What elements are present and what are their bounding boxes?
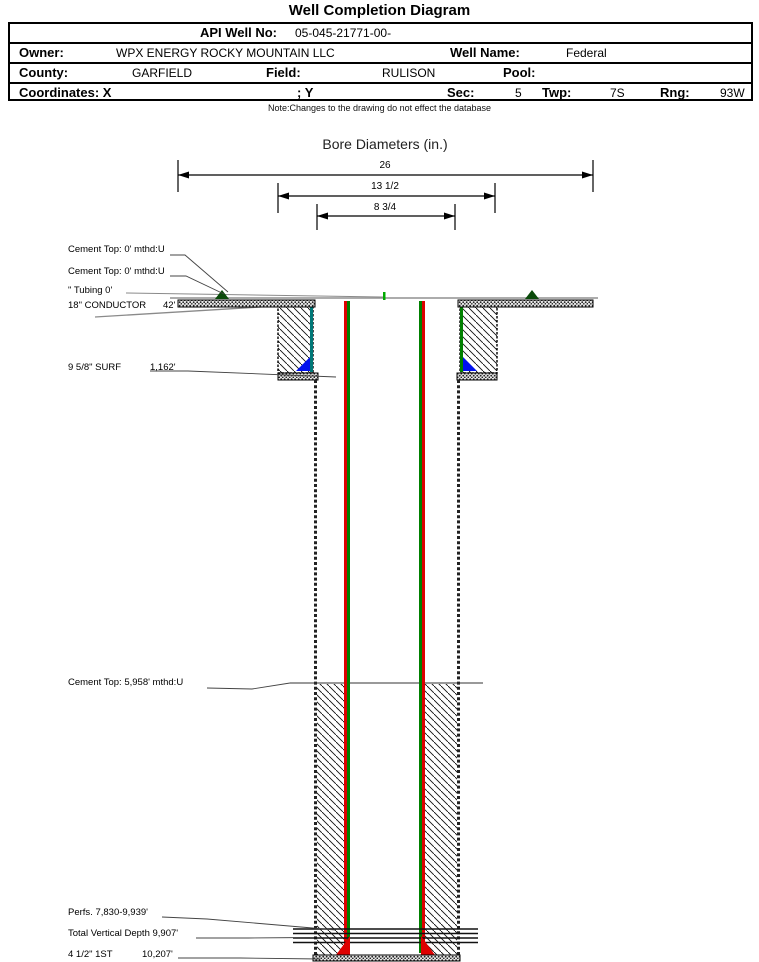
- coordinates-y-label: ; Y: [297, 85, 314, 100]
- bore-diameters-title: Bore Diameters (in.): [322, 136, 448, 152]
- tubing-leader-line: [126, 293, 384, 297]
- database-note: Note:Changes to the drawing do not effect the database: [268, 103, 491, 113]
- owner-label: Owner:: [19, 45, 64, 60]
- well-name-label: Well Name:: [450, 45, 520, 60]
- production-cement-left: [317, 684, 344, 955]
- sec-value: 5: [515, 86, 522, 100]
- conductor-bar-right: [458, 300, 593, 307]
- tubing-top-marker: [383, 292, 386, 300]
- twp-label: Twp:: [542, 85, 572, 100]
- rng-value: 93W: [720, 86, 745, 100]
- bottom-hole-bar: [313, 955, 460, 961]
- tvd-label: Total Vertical Depth 9,907': [68, 928, 179, 939]
- conductor-depth: 42': [163, 300, 176, 311]
- bore-diameter-8-75: 8 3/4: [373, 202, 397, 213]
- api-well-no-value: 05-045-21771-00-: [295, 26, 392, 40]
- rng-label: Rng:: [660, 85, 690, 100]
- twp-value: 7S: [610, 86, 625, 100]
- pool-label: Pool:: [503, 65, 536, 80]
- sec-label: Sec:: [447, 85, 475, 100]
- production-casing-left-red: [344, 301, 347, 953]
- production-casing-right-green: [419, 301, 422, 953]
- cement-top-5958-label: Cement Top: 5,958' mthd:U: [68, 677, 184, 688]
- field-value: RULISON: [382, 66, 436, 80]
- production-casing-depth: 10,207': [142, 949, 173, 960]
- production-cement-right: [425, 684, 457, 955]
- county-value: GARFIELD: [132, 66, 193, 80]
- cement-top-marker-right: [525, 290, 539, 299]
- dimension-arrows: [178, 160, 593, 230]
- tubing-label: " Tubing 0': [68, 285, 113, 296]
- surface-shoe-bar-right: [457, 373, 497, 380]
- bore-diameter-26: 26: [379, 160, 391, 171]
- production-casing-right-red: [422, 301, 425, 953]
- api-well-no-label: API Well No:: [199, 25, 277, 40]
- surface-shoe-bar-left: [278, 373, 318, 380]
- owner-value: WPX ENERGY ROCKY MOUNTAIN LLC: [116, 46, 335, 60]
- bore-diameter-13-5: 13 1/2: [371, 181, 399, 192]
- county-label: County:: [19, 65, 69, 80]
- surface-casing-depth: 1,162': [150, 362, 176, 373]
- page-title: Well Completion Diagram: [288, 2, 471, 19]
- production-casing-left-green: [347, 301, 350, 953]
- cement-top-0-label-1: Cement Top: 0' mthd:U: [68, 244, 165, 255]
- cement-top-0-label-2: Cement Top: 0' mthd:U: [68, 266, 165, 277]
- surface-casing-label: 9 5/8" SURF: [68, 362, 122, 373]
- conductor-bar-left: [178, 300, 315, 307]
- perfs-label: Perfs. 7,830-9,939': [68, 907, 148, 918]
- production-casing-label: 4 1/2" 1ST: [68, 949, 113, 960]
- well-name-value: Federal: [566, 46, 607, 60]
- coordinates-x-label: Coordinates: X: [19, 85, 112, 100]
- conductor-label: 18" CONDUCTOR: [68, 300, 147, 311]
- field-label: Field:: [266, 65, 301, 80]
